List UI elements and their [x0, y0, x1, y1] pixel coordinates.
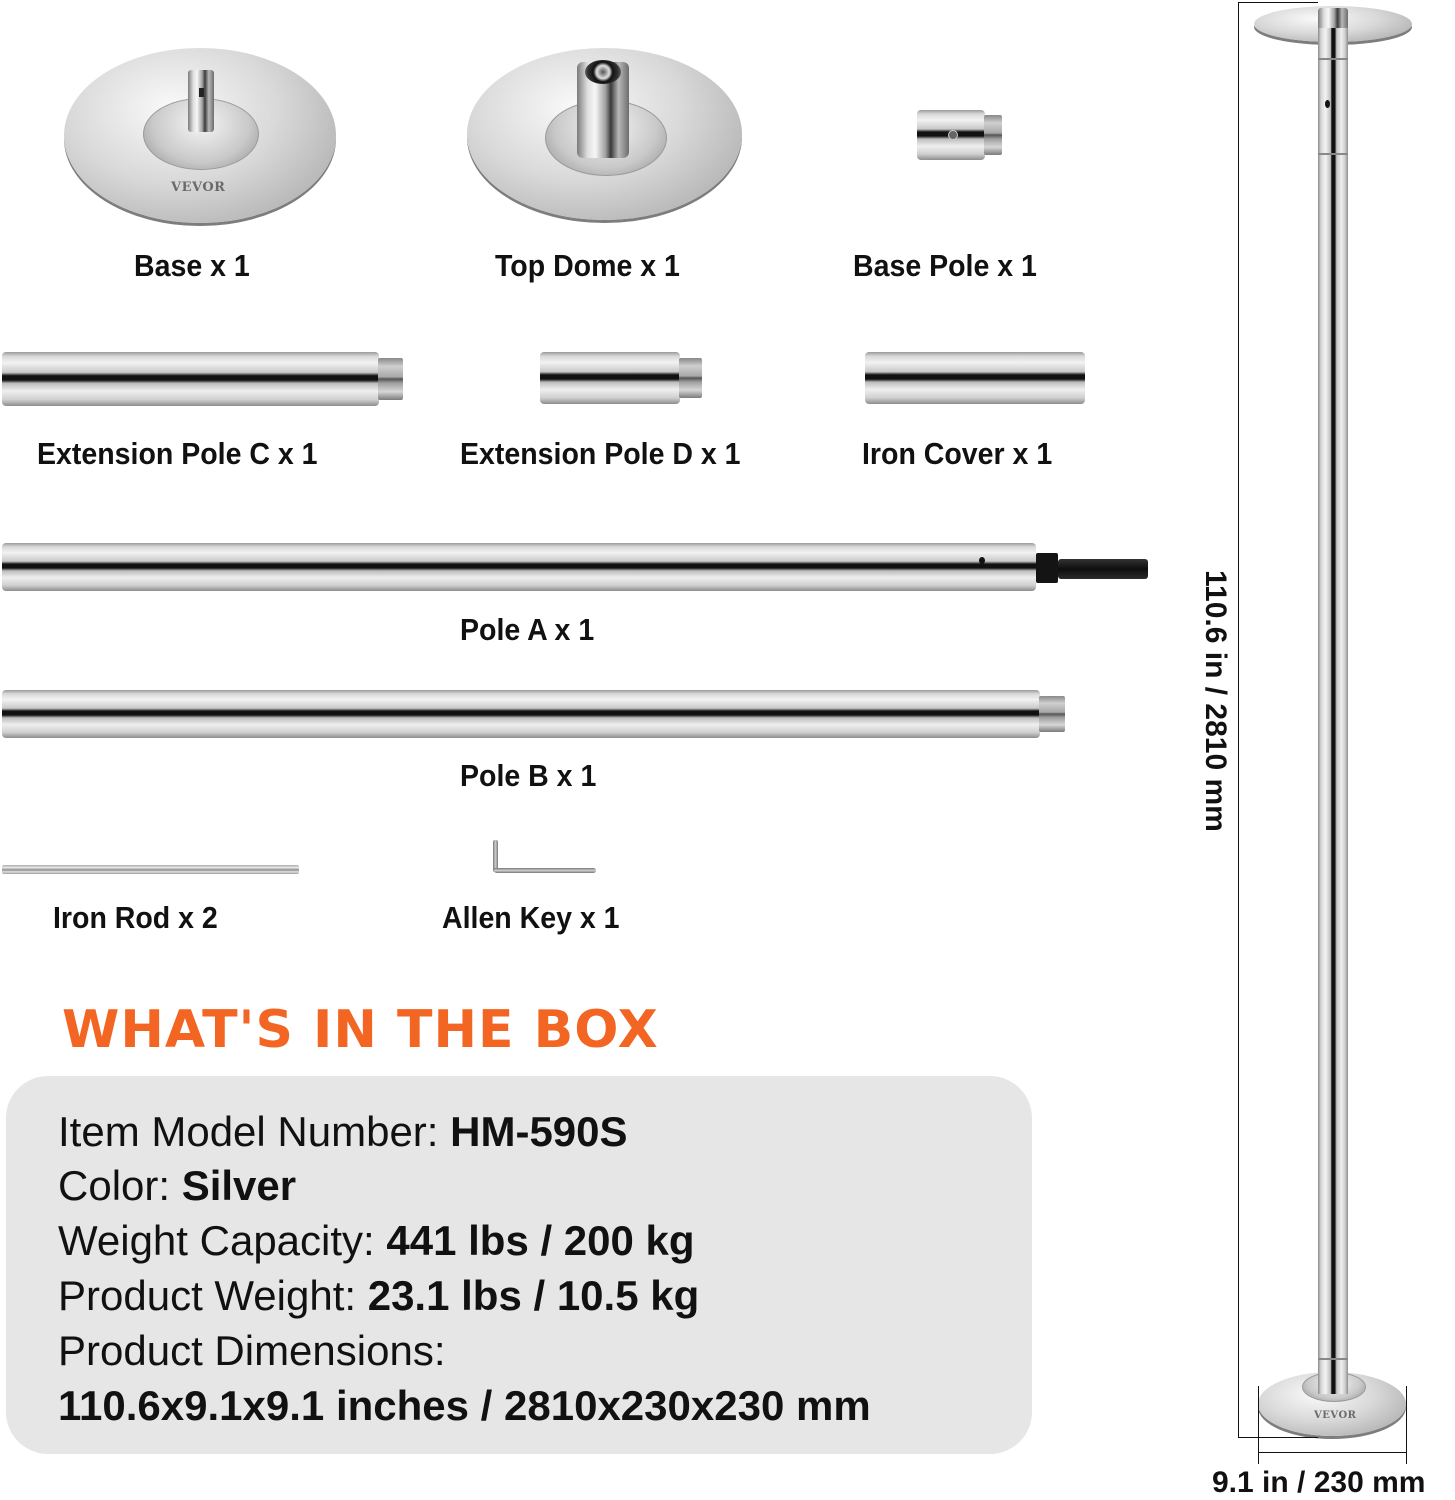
- label-iron-rod: Iron Rod x 2: [53, 900, 218, 935]
- assembled-pole-bottom: [1318, 1360, 1348, 1394]
- brand-logo: VEVOR: [1314, 1410, 1357, 1421]
- spec-value: Silver: [181, 1162, 297, 1209]
- extension-pole-d-thread: [679, 358, 702, 398]
- pole-a-black-connector: [1036, 553, 1058, 583]
- allen-key-long-arm: [494, 868, 596, 873]
- base-post-slot: [199, 88, 204, 97]
- pole-joint: [1318, 58, 1348, 60]
- screw-icon: [948, 130, 958, 140]
- pole-hole: [1325, 100, 1330, 108]
- pole-a-spindle: [1058, 559, 1148, 579]
- pole-joint: [1318, 153, 1348, 155]
- pole-a-hole: [979, 557, 985, 564]
- height-dimension-top-tick: [1238, 2, 1318, 3]
- height-dimension-label: 110.6 in / 2810 mm: [1199, 570, 1232, 832]
- base-pole-thread: [984, 115, 1002, 155]
- pole-b-thread: [1039, 696, 1065, 732]
- section-title: WHAT'S IN THE BOX: [62, 1000, 659, 1060]
- label-base-pole: Base Pole x 1: [853, 248, 1037, 283]
- assembled-top-bearing: [1318, 8, 1348, 30]
- label-allen-key: Allen Key x 1: [442, 900, 620, 935]
- spec-product-weight: [58, 1272, 700, 1319]
- label-iron-cover: Iron Cover x 1: [862, 436, 1053, 471]
- extension-pole-d-body: [540, 352, 680, 404]
- pole-b-body: [2, 690, 1040, 738]
- iron-cover-body: [865, 352, 1085, 404]
- spec-key: Item Model Number:: [58, 1108, 451, 1155]
- spec-product-dimensions-label: [58, 1327, 446, 1374]
- spec-weight-capacity: [58, 1217, 695, 1264]
- spec-key: Product Dimensions:: [58, 1327, 446, 1374]
- spec-value: 441 lbs / 200 kg: [386, 1217, 695, 1264]
- spec-value: 110.6x9.1x9.1 inches / 2810x230x230 mm: [58, 1382, 871, 1429]
- extension-pole-c-body: [2, 352, 379, 406]
- assembled-pole-body: [1318, 28, 1348, 1400]
- iron-rod-body: [2, 865, 299, 874]
- base-post: [188, 70, 214, 132]
- height-dimension-bottom-tick: [1238, 1437, 1318, 1438]
- spec-key: Product Weight:: [58, 1272, 368, 1319]
- spec-value: HM-590S: [450, 1108, 628, 1155]
- height-dimension-line: [1238, 2, 1239, 1438]
- spec-color: [58, 1162, 297, 1209]
- label-base: Base x 1: [134, 248, 250, 283]
- brand-logo: VEVOR: [171, 180, 226, 195]
- bearing-icon: [585, 60, 621, 84]
- spec-key: Color:: [58, 1162, 182, 1209]
- pole-a-body: [2, 543, 1036, 591]
- label-pole-b: Pole B x 1: [460, 758, 597, 793]
- spec-value: 23.1 lbs / 10.5 kg: [367, 1272, 700, 1319]
- extension-pole-c-thread: [378, 358, 403, 400]
- label-top-dome: Top Dome x 1: [495, 248, 680, 283]
- spec-model-number: [58, 1108, 628, 1155]
- width-dimension-label: 9.1 in / 230 mm: [1212, 1466, 1426, 1499]
- spec-product-dimensions-value: [58, 1382, 871, 1429]
- label-pole-a: Pole A x 1: [460, 612, 595, 647]
- spec-key: Weight Capacity:: [58, 1217, 387, 1264]
- label-extension-pole-d: Extension Pole D x 1: [460, 436, 741, 471]
- width-dimension-line: [1258, 1452, 1407, 1453]
- label-extension-pole-c: Extension Pole C x 1: [37, 436, 318, 471]
